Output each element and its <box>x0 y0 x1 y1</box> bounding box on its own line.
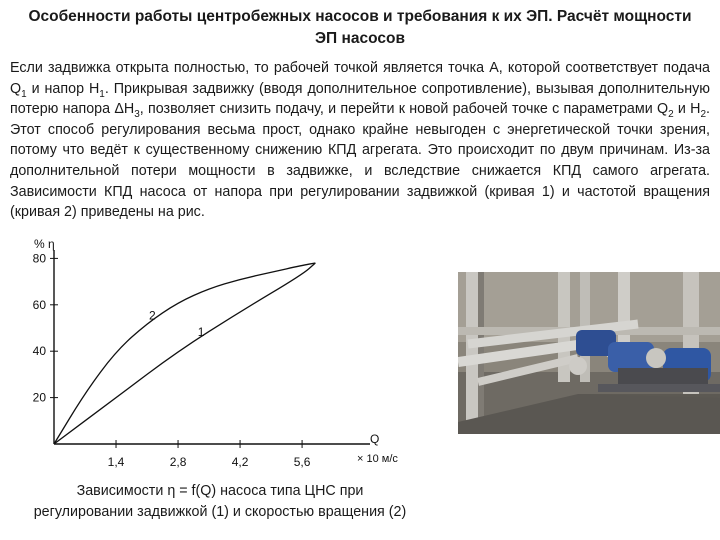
paragraph-text-2: и напор Н <box>26 80 100 97</box>
subscript-h1: 1 <box>99 88 105 100</box>
figure-caption <box>0 481 440 522</box>
x-tick-label: 1,4 <box>107 455 125 469</box>
slide-title-line-2: ЭП насосов <box>315 30 405 47</box>
x-tick-label: 2,8 <box>169 455 187 469</box>
body-paragraph <box>10 58 710 223</box>
y-tick-label: 60 <box>32 297 46 312</box>
x-tick-label: 5,6 <box>293 455 311 469</box>
paragraph-text-4: , позволяет снизить подачу, и перейти к новой рабочей точке с параметрами Q <box>139 101 669 118</box>
paragraph-text-1: Если задвижка открыта полностью, то рабочей точкой является точка А, которой соответствует подача Q <box>10 60 710 97</box>
paragraph-text-6: . Этот способ регулирования весьма прост, однако крайне невыгоден с энергетической точки зрения, потому что ведёт к существенному снижению КПД агрегата. Это происходит по двум причинам. Из-за дополнительной потери мощности в задвижке, и вследствие снижается КПД самого агрегата. Зависимости КПД насоса от напора при регулировании задвижкой (кривая 1) и частотой вращения (кривая 2) приведены на рис. <box>10 101 711 221</box>
caption-line-2: регулировании задвижкой (1) и скоростью вращения (2) <box>33 503 407 520</box>
efficiency-chart <box>0 232 440 482</box>
x-axis-unit: × 10 м/с <box>357 453 398 465</box>
curve-2-label: 2 <box>149 308 156 323</box>
y-axis-label: % η <box>34 237 55 251</box>
slide-title <box>0 6 720 50</box>
subscript-q2: 2 <box>668 109 674 121</box>
pump-station-photo <box>458 272 720 434</box>
y-tick-label: 20 <box>32 390 46 405</box>
slide-title-line-1: Особенности работы центробежных насосов и требования к их ЭП. Расчёт мощности <box>28 8 692 25</box>
tick-group <box>33 251 311 469</box>
curve-1 <box>54 263 315 444</box>
paragraph-text-3: . Прикрывая задвижку (вводя дополнительное сопротивление), вызывая дополнительную потерю напора ΔН <box>10 80 711 118</box>
pump-station-photo-drawing <box>458 272 720 434</box>
y-tick-label: 80 <box>32 251 46 266</box>
subscript-h2: 2 <box>700 109 707 121</box>
subscript-q1: 1 <box>21 88 27 100</box>
curve-1-label: 1 <box>197 324 205 339</box>
curve-group <box>54 263 315 444</box>
paragraph-text-5: и Н <box>673 101 701 118</box>
subscript-h3: 3 <box>134 109 140 121</box>
x-tick-label: 4,2 <box>231 455 249 469</box>
x-axis-label: Q <box>370 432 380 446</box>
y-tick-label: 40 <box>32 344 46 359</box>
caption-line-1: Зависимости η = f(Q) насоса типа ЦНС при <box>76 483 364 499</box>
